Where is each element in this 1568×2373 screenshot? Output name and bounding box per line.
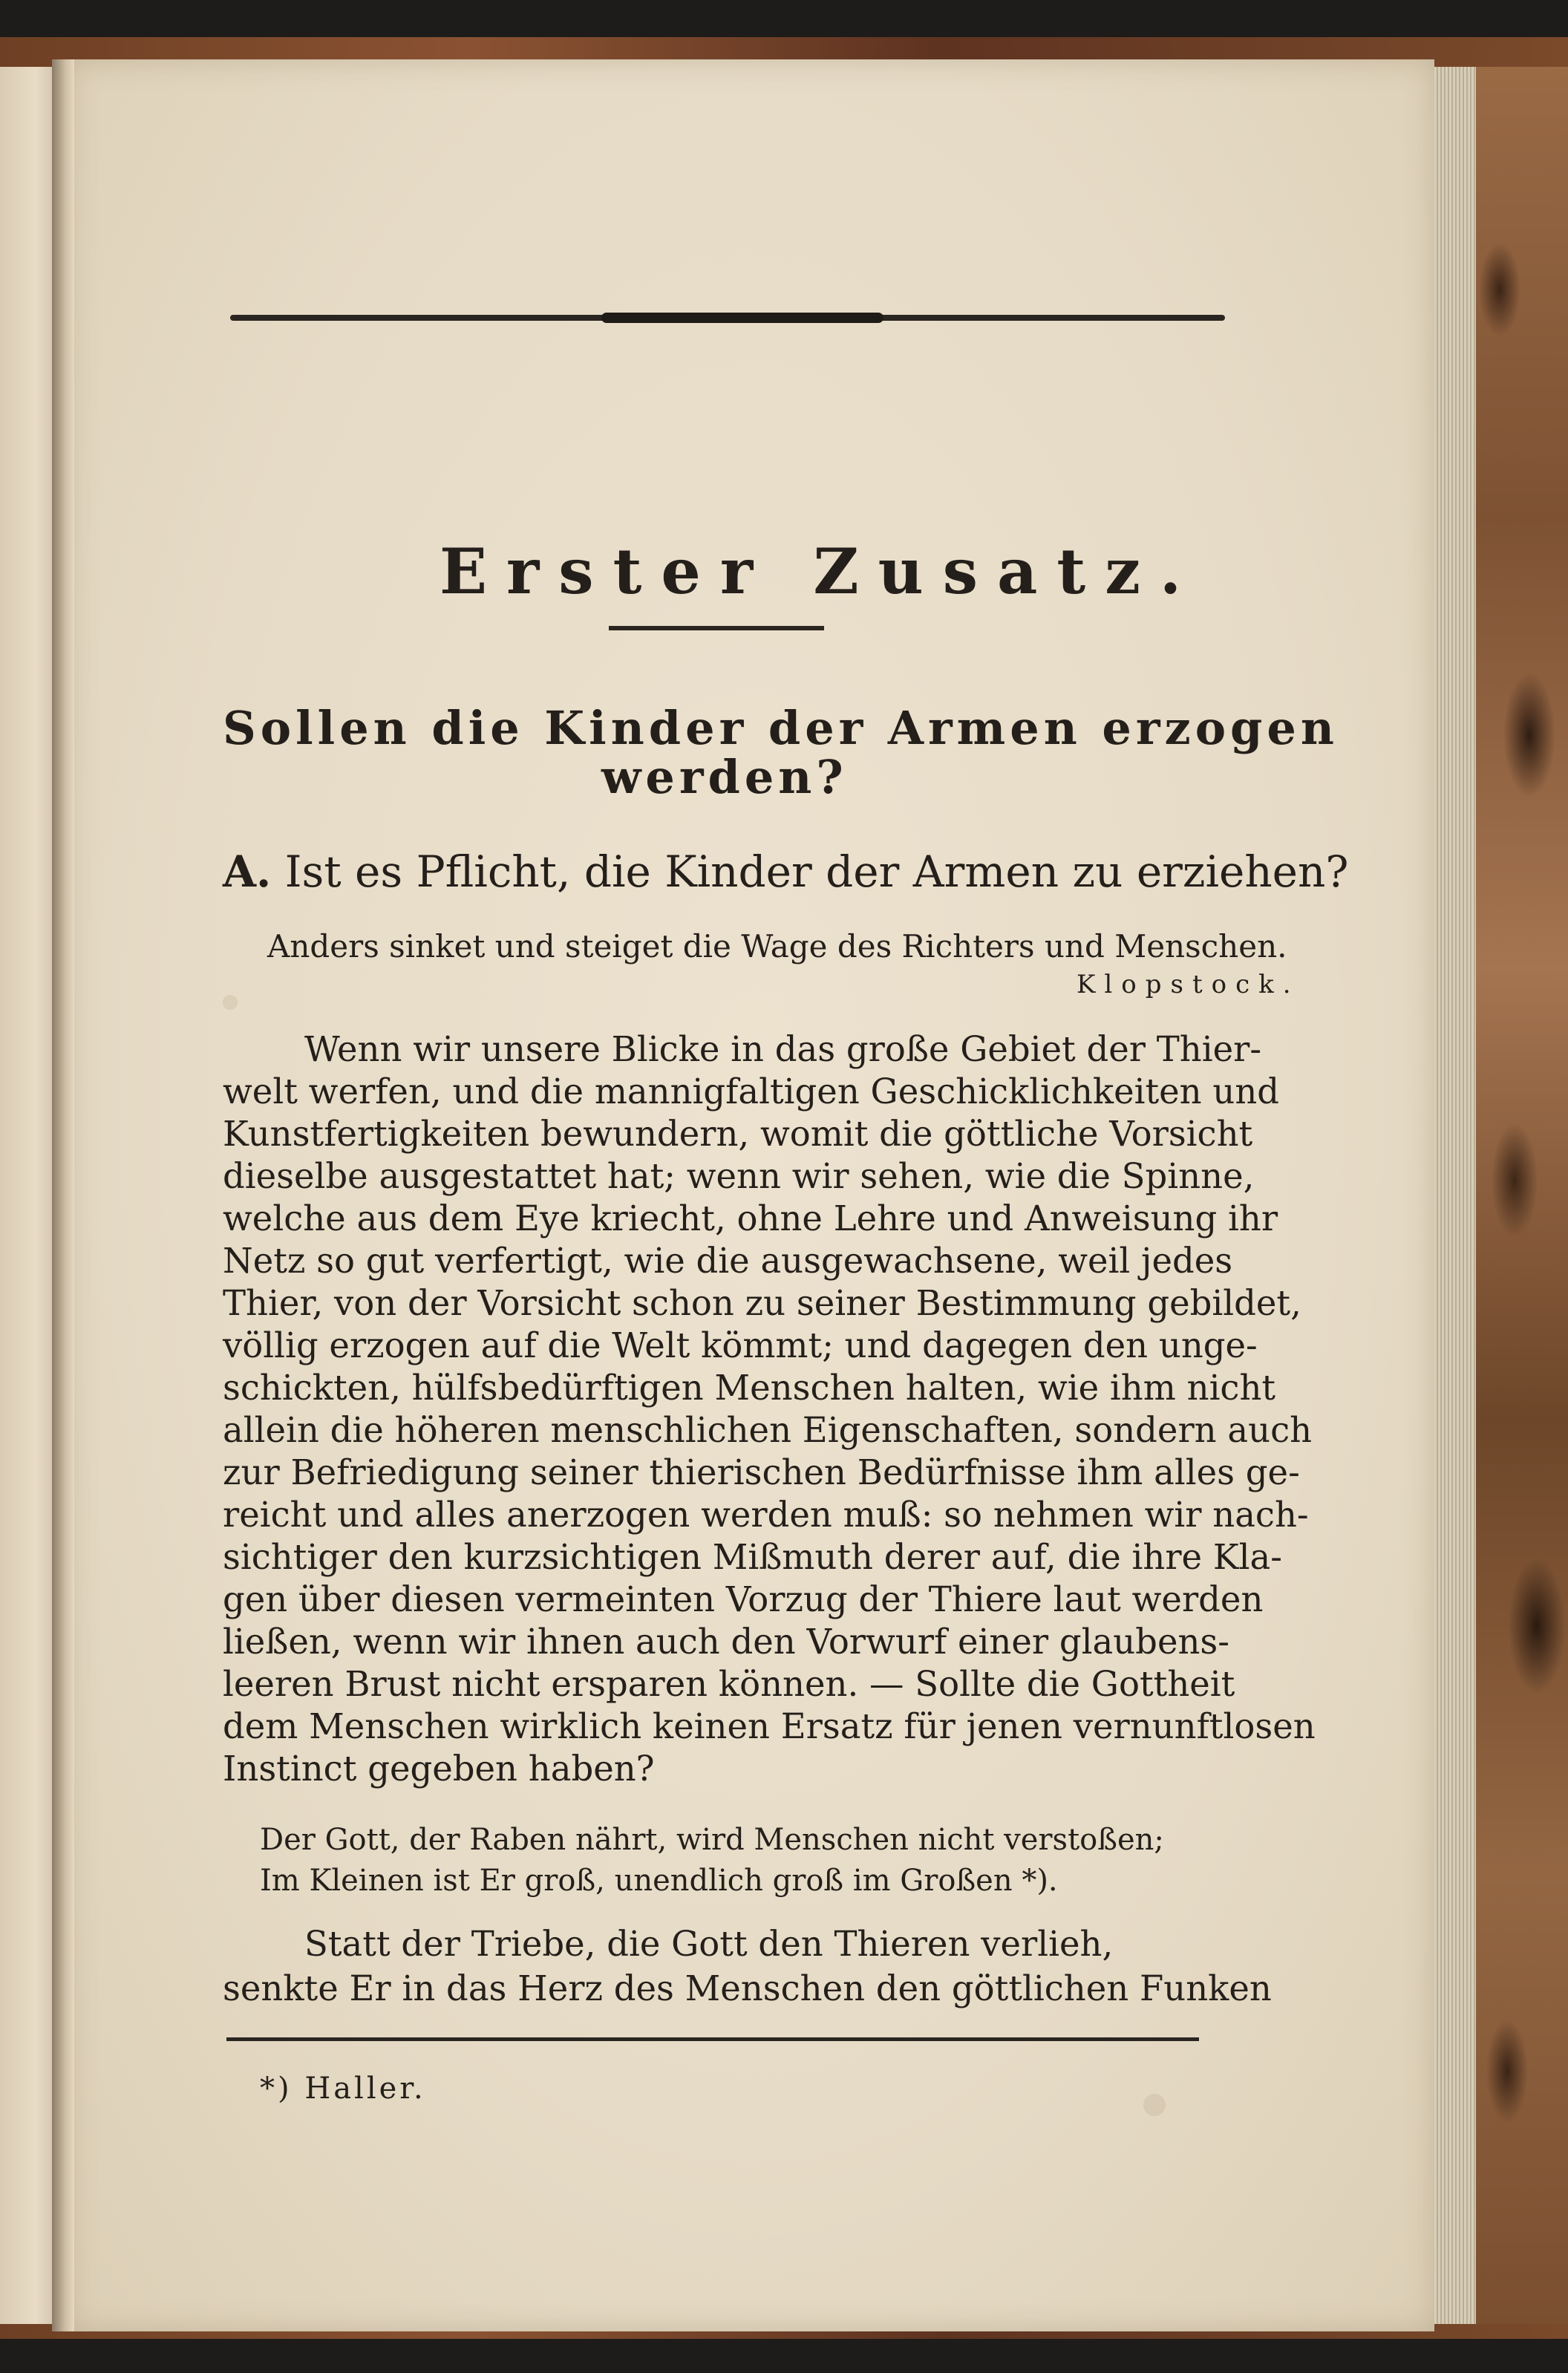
body-line: schickten, hülfsbedürftigen Menschen halten, wie ihm nicht (223, 1368, 1276, 1408)
question-label: A. (223, 846, 272, 897)
body-line: sichtiger den kurzsichtigen Mißmuth derer auf, die ihre Kla- (223, 1537, 1282, 1577)
body-line: völlig erzogen auf die Welt kömmt; und dagegen den unge- (223, 1325, 1258, 1365)
paper-stain (223, 995, 238, 1010)
section-title-line-2: werden? (601, 750, 848, 804)
body-line: Instinct gegeben haben? (223, 1749, 655, 1789)
body-line: allein die höheren menschlichen Eigenschaften, sondern auch (223, 1410, 1313, 1450)
paper-stain (1143, 2094, 1166, 2116)
chapter-heading: Erster Zusatz. (440, 535, 1201, 608)
question-heading (223, 846, 1348, 897)
body-line: Wenn wir unsere Blicke in das große Gebiet der Thier- (304, 1029, 1262, 1069)
verse-line: Im Kleinen ist Er groß, unendlich groß im Großen *). (260, 1864, 1058, 1898)
body-line: welt werfen, und die mannigfaltigen Geschicklichkeiten und (223, 1071, 1280, 1112)
body-line: senkte Er in das Herz des Menschen den göttlichen Funken (223, 1968, 1272, 2008)
body-line: Statt der Triebe, die Gott den Thieren verlieh, (304, 1924, 1114, 1964)
body-line: gen über diesen vermeinten Vorzug der Thiere laut werden (223, 1579, 1264, 1619)
body-line: Kunstfertigkeiten bewundern, womit die göttliche Vorsicht (223, 1114, 1253, 1154)
footnote: *) Haller. (260, 2072, 426, 2106)
body-line: dem Menschen wirklich keinen Ersatz für jenen vernunftlosen (223, 1706, 1316, 1746)
body-line: leeren Brust nicht ersparen können. — Sollte die Gottheit (223, 1664, 1235, 1704)
top-rule-ornament (601, 313, 883, 323)
verse-line: Der Gott, der Raben nährt, wird Menschen nicht verstoßen; (260, 1823, 1164, 1857)
body-line: dieselbe ausgestattet hat; wenn wir sehen, wie die Spinne, (223, 1156, 1255, 1196)
footnote-rule (226, 2037, 1199, 2041)
page-gutter (52, 59, 74, 2331)
heading-rule (609, 626, 824, 630)
marbled-edge (1470, 67, 1568, 2324)
left-page-strip (0, 67, 59, 2324)
section-title-line-1: Sollen die Kinder der Armen erzogen (223, 701, 1339, 755)
body-line: zur Befriedigung seiner thierischen Bedürfnisse ihm alles ge- (223, 1452, 1300, 1492)
page-block-edge (1434, 67, 1476, 2324)
body-line: ließen, wenn wir ihnen auch den Vorwurf einer glaubens- (223, 1622, 1229, 1662)
question-text: Ist es Pflicht, die Kinder der Armen zu erziehen? (284, 846, 1349, 897)
body-line: Netz so gut verfertigt, wie die ausgewachsene, weil jedes (223, 1241, 1233, 1281)
motto-author: Klopstock. (1077, 970, 1300, 999)
body-line: reicht und alles anerzogen werden muß: so nehmen wir nach- (223, 1495, 1309, 1535)
motto-quote: Anders sinket und steiget die Wage des Richters und Menschen. (267, 928, 1287, 964)
body-line: welche aus dem Eye kriecht, ohne Lehre und Anweisung ihr (223, 1198, 1278, 1238)
body-line: Thier, von der Vorsicht schon zu seiner Bestimmung gebildet, (223, 1283, 1301, 1323)
